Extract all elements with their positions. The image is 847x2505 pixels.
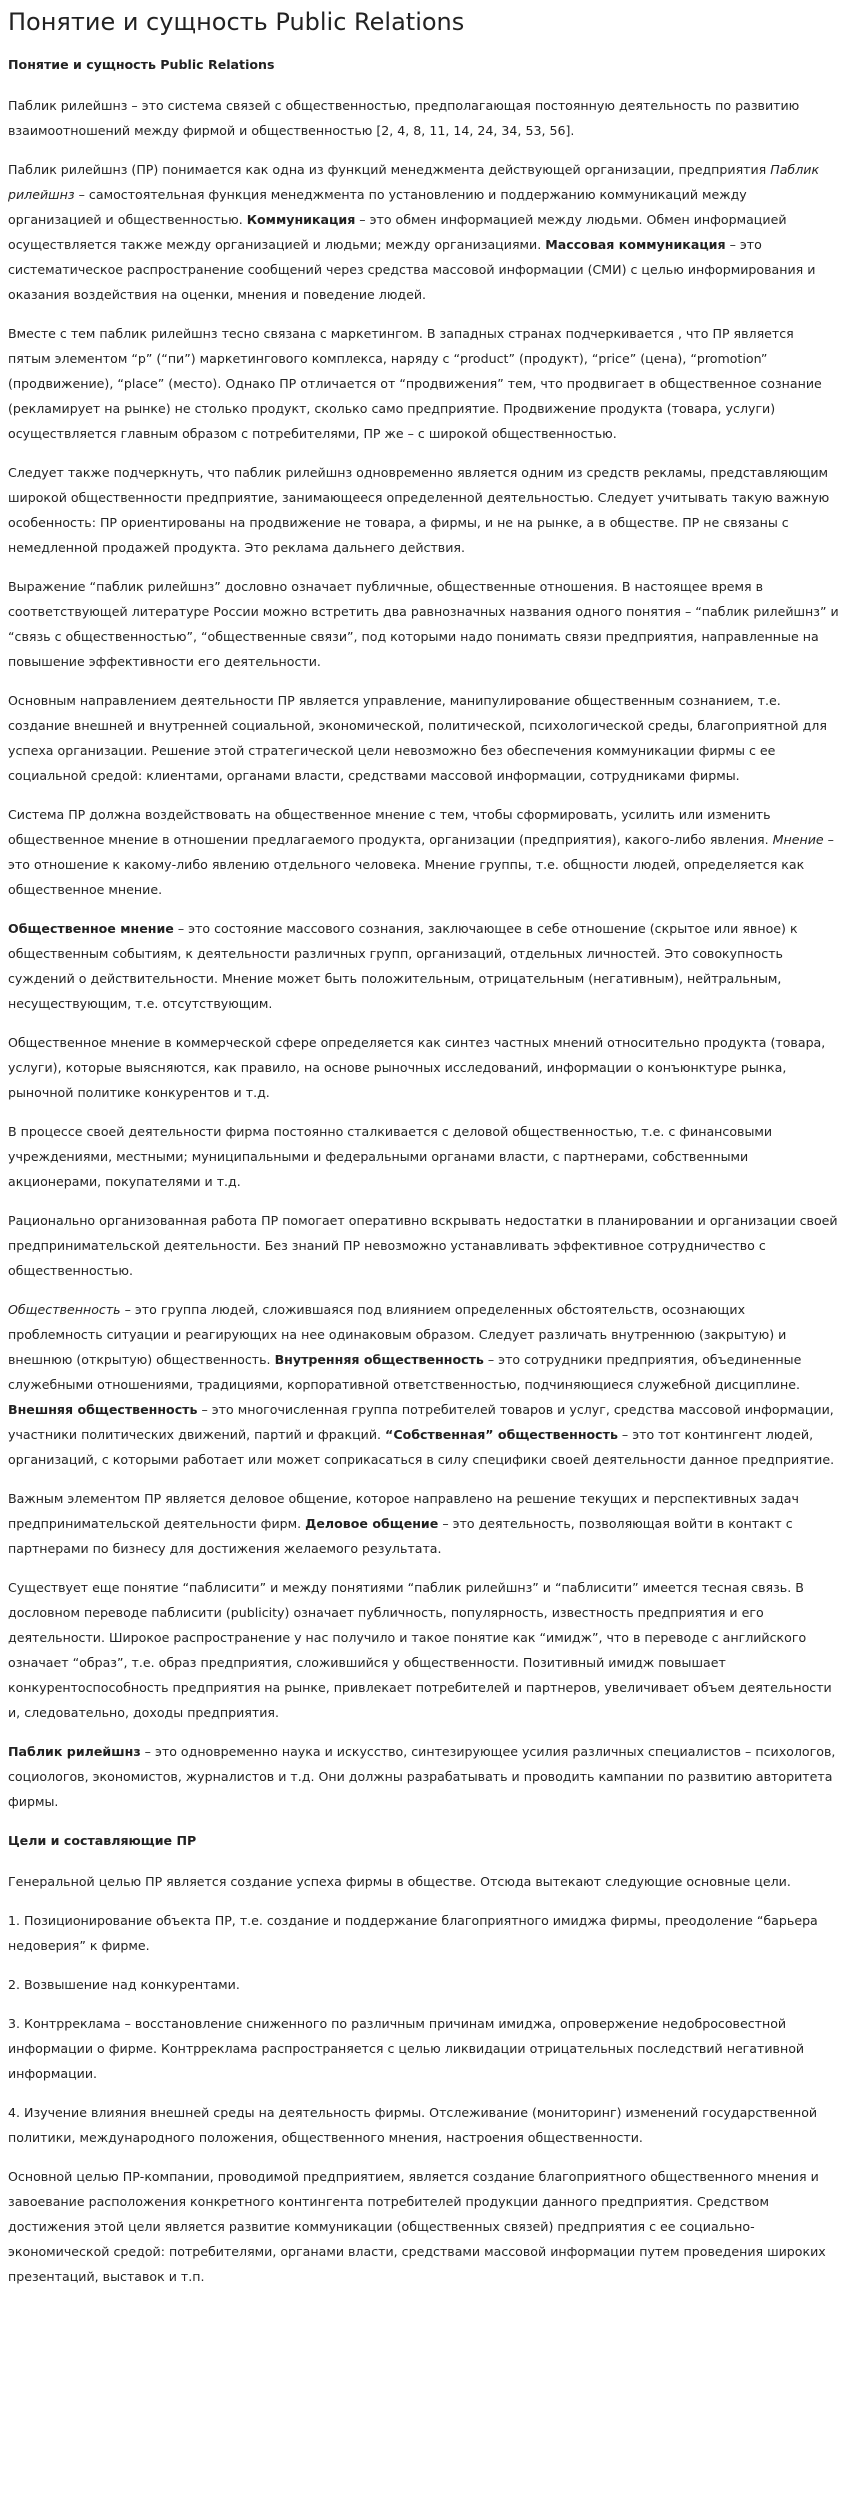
section-heading-concept [8,52,839,77]
goal-item: 3. Контрреклама – восстановление сниженного по различным причинам имиджа, опровержение недобросовестной информации о фирме. Контрреклама распространяется с целью ликвидации отрицательных последствий негативной информации. [8,2016,805,2081]
term-bold: Общественное мнение [8,921,174,936]
paragraph-science-art [8,1739,839,1814]
term-bold: Коммуникация [246,212,356,227]
goal-item: 2. Возвышение над конкурентами. [8,1977,240,1992]
section-heading-text: Понятие и сущность Public Relations [8,57,275,72]
paragraph-rational-work: Рационально организованная работа ПР помогает оперативно вскрывать недостатки в планировании и организации своей предпринимательской деятельности. Без знаний ПР невозможно устанавливать эффективное сотрудничество с общественностью. [8,1213,838,1278]
text: – это состояние массового сознания, заключающее в себе отношение (скрытое или явное) к общественным событиям, к деятельности различных групп, организаций, отдельных личностей. Это совокупность суждений о действительности. Мнение может быть положительным, отрицательным (негативным), нейтральным, несуществующим, т.е. отсутствующим. [8,921,798,1011]
text: – это деятельность, позволяющая войти в контакт с партнерами по бизнесу для достижения желаемого результата. [8,1516,793,1556]
text: – это многочисленная группа потребителей товаров и услуг, средства массовой информации, участники политических движений, партий и фракций. [8,1402,834,1442]
term-bold: Внутренняя общественность [274,1352,484,1367]
paragraph-opinion [8,802,839,902]
goal-item: 1. Позиционирование объекта ПР, т.е. создание и поддержание благоприятного имиджа фирмы, преодоление “барьера недоверия” к фирме. [8,1913,818,1953]
term-bold: Внешняя общественность [8,1402,198,1417]
text: – это группа людей, сложившаяся под влиянием определенных обстоятельств, осознающих проблемность ситуации и реагирующих на нее одинаковым образом. Следует различать внутреннюю (закрытую) и внешнюю (открытую) общественность. [8,1302,787,1367]
paragraph-main-goal: Основной целью ПР-компании, проводимой предприятием, является создание благоприятного общественного мнения и завоевание расположения конкретного контингента потребителей продукции данного предприятия. Средством достижения этой цели является развитие коммуникации (общественных связей) предприятия с ее социально-экономической средой: потребителями, органами власти, средствами массовой информации путем проведения широких презентаций, выставок и т.п. [8,2169,826,2284]
term-bold: Паблик рилейшнз [8,1744,141,1759]
goal-item: 4. Изучение влияния внешней среды на деятельность фирмы. Отслеживание (мониторинг) изменений государственной политики, международного положения, общественного мнения, настроения общественности. [8,2105,818,2145]
text: – это одновременно наука и искусство, синтезирующее усилия различных специалистов – психологов, социологов, экономистов, журналистов и т.д. Они должны разрабатывать и проводить кампании по развитию авторитета фирмы. [8,1744,836,1809]
paragraph-publicity: Существует еще понятие “паблисити” и между понятиями “паблик рилейшнз” и “паблисити” имеется тесная связь. В дословном переводе паблисити (publicity) означает публичность, популярность, известность предприятия и его деятельности. Широкое распространение у нас получило и такое понятие как “имидж”, что в переводе с английского означает “образ”, т.е. образ предприятия, сложившийся у общественности. Позитивный имидж повышает конкурентоспособность предприятия на рынке, привлекает потребителей и партнеров, увеличивает объем деятельности и, следовательно, доходы предприятия. [8,1580,832,1720]
text: Паблик рилейшнз (ПР) понимается как одна из функций менеджмента действующей организации, предприятия [8,162,771,177]
text: Важным элементом ПР является деловое общение, которое направлено на решение текущих и перспективных задач предпринимательской деятельности фирм. [8,1491,799,1531]
term-italic: Общественность [8,1302,121,1317]
text: – это сотрудники предприятия, объединенные служебными отношениями, традициями, корпоративной ответственностью, подчиняющиеся служебной дисциплине. [8,1352,802,1392]
paragraph-advertising: Следует также подчеркнуть, что паблик рилейшнз одновременно является одним из средств рекламы, представляющим широкой общественности предприятие, занимающееся определенной деятельностью. Следует учитывать такую важную особенность: ПР ориентированы на продвижение не товара, а фирмы, и не на рынке, а в обществе. ПР не связаны с немедленной продажей продукта. Это реклама дальнего действия. [8,465,830,555]
paragraph-definition: Паблик рилейшнз – это система связей с общественностью, предполагающая постоянную деятельность по развитию взаимоотношений между фирмой и общественностью [2, 4, 8, 11, 14, 24, 34, 53, 56]. [8,98,800,138]
term-bold: Деловое общение [305,1516,439,1531]
term-bold: “Собственная” общественность [385,1427,618,1442]
paragraph-general-goal: Генеральной целью ПР является создание успеха фирмы в обществе. Отсюда вытекают следующие основные цели. [8,1874,791,1889]
term-italic: Мнение [772,832,824,847]
text: Система ПР должна воздействовать на общественное мнение с тем, чтобы сформировать, усилить или изменить общественное мнение в отношении предлагаемого продукта, организации (предприятия), какого-либо явления. [8,807,773,847]
section-heading-text: Цели и составляющие ПР [8,1833,197,1848]
paragraph-commercial-opinion: Общественное мнение в коммерческой сфере определяется как синтез частных мнений относительно продукта (товара, услуги), которые выясняются, как правило, на основе рыночных исследований, информации о конъюнктуре рынка, рыночной политике конкурентов и т.д. [8,1035,826,1100]
text: – это тот контингент людей, организаций, с которыми работает или может соприкасаться в силу специфики своей деятельности данное предприятие. [8,1427,835,1467]
paragraph-business-communication [8,1486,839,1561]
section-heading-goals [8,1828,839,1853]
paragraph-main-direction: Основным направлением деятельности ПР является управление, манипулирование общественным сознанием, т.е. создание внешней и внутренней социальной, экономической, политической, психологической среды, благоприятной для успеха организации. Решение этой стратегической цели невозможно без обеспечения коммуникации фирмы с ее социальной средой: клиентами, органами власти, средствами массовой информации, сотрудниками фирмы. [8,693,827,783]
term-bold: Массовая коммуникация [545,237,726,252]
paragraph-public [8,1297,839,1472]
text: – самостоятельная функция менеджмента по установлению и поддержанию коммуникаций между организацией и общественностью. [8,187,747,227]
text: – это обмен информацией между людьми. Обмен информацией осуществляется также между организацией и людьми; между организациями. [8,212,787,252]
text: – это отношение к какому-либо явлению отдельного человека. Мнение группы, т.е. общности людей, определяется как общественное мнение. [8,832,834,897]
term-italic: Паблик рилейшнз [8,162,820,202]
paragraph-expression: Выражение “паблик рилейшнз” дословно означает публичные, общественные отношения. В настоящее время в соответствующей литературе России можно встретить два равнозначных названия одного понятия – “паблик рилейшнз” и “связь с общественностью”, “общественные связи”, под которыми надо понимать связи предприятия, направленные на повышение эффективности его деятельности. [8,579,839,669]
paragraph-business-community: В процессе своей деятельности фирма постоянно сталкивается с деловой общественностью, т.е. с финансовыми учреждениями, местными; муниципальными и федеральными органами власти, с партнерами, собственными акционерами, покупателями и т.д. [8,1124,773,1189]
text: – это систематическое распространение сообщений через средства массовой информации (СМИ) с целью информирования и оказания воздействия на оценки, мнения и поведение людей. [8,237,816,302]
page-title: Понятие и сущность Public Relations [8,8,465,36]
paragraph-marketing: Вместе с тем паблик рилейшнз тесно связана с маркетингом. В западных странах подчеркивается , что ПР является пятым элементом “p” (“пи”) маркетингового комплекса, наряду с “product” (продукт), “price” (цена), “promotion” (продвижение), “place” (место). Однако ПР отличается от “продвижения” тем, что продвигает в общественное сознание (рекламирует на рынке) не столько продукт, сколько само предприятие. Продвижение продукта (товара, услуги) осуществляется главным образом с потребителями, ПР же – с широкой общественностью. [8,326,822,441]
paragraph-public-opinion [8,916,839,1016]
paragraph-management-function [8,157,839,307]
